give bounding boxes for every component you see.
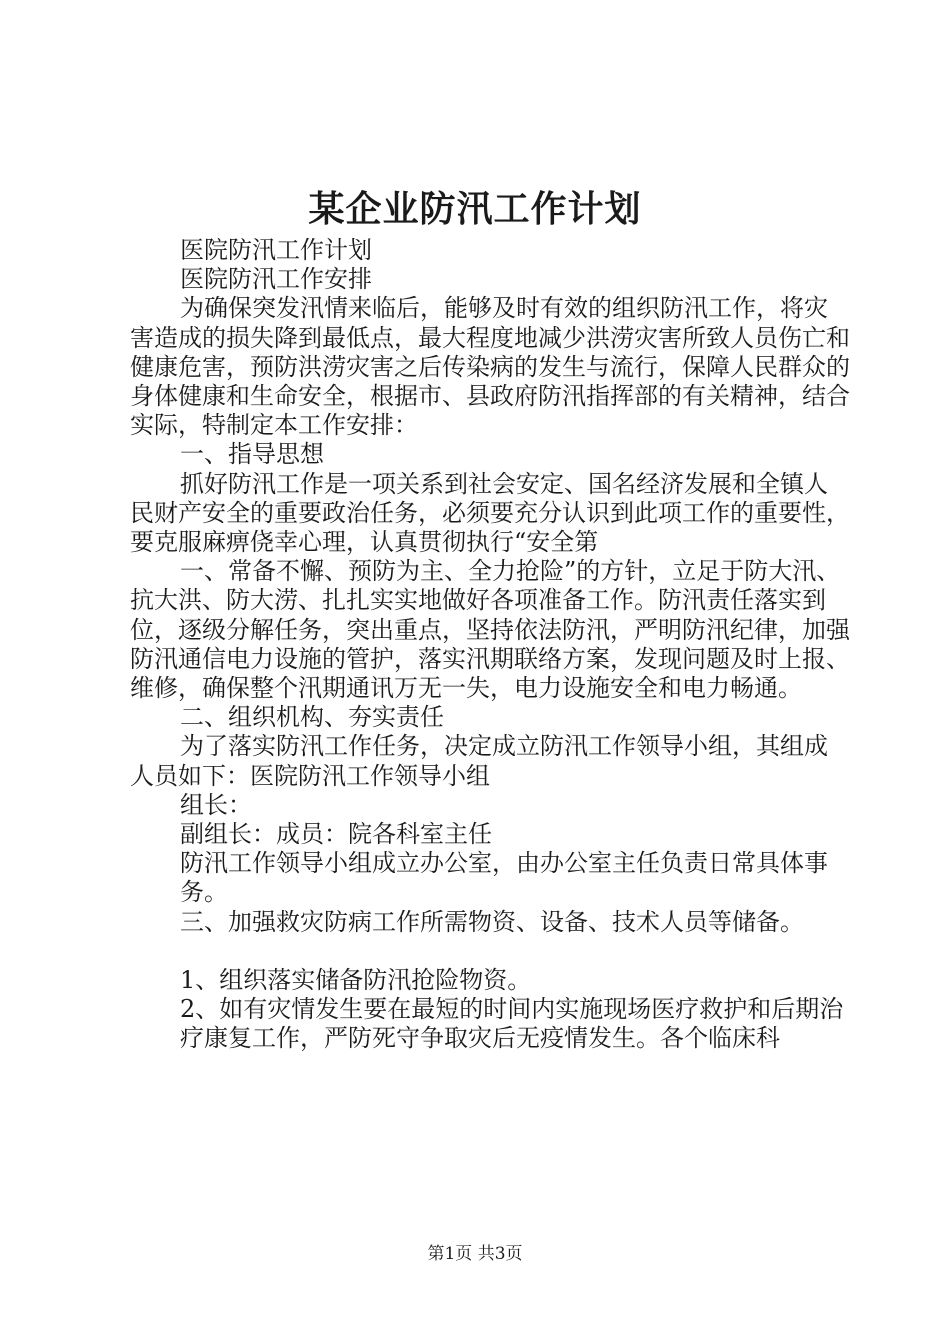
- paragraph-subtitle-plan: 医院防汛工作计划: [180, 236, 372, 264]
- paragraph-item-2-cont: 疗康复工作，严防死守争取灾后无疫情发生。各个临床科: [180, 1024, 780, 1053]
- section-heading-guiding-ideology: 一、指导思想: [180, 440, 324, 469]
- paragraph-deputy-leader: 副组长：成员：院各科室主任: [180, 820, 492, 849]
- paragraph-office: 防汛工作领导小组成立办公室，由办公室主任负责日常具体事: [180, 849, 828, 878]
- paragraph-guiding-policy: 一、常备不懈、预防为主、全力抢险”的方针，立足于防大汛、抗大洪、防大涝、扎扎实实地做好各项准备工作。防汛责任落实到位，逐级分解任务，突出重点，坚持依法防汛，严明防汛纪律，加强防汛通信电力设施的管护，落实汛期联络方案，发现问题及时上报、维修，确保整个汛期通讯万无一失，电力设施安全和电力畅通。: [130, 557, 850, 703]
- paragraph-item-1: 1、组织落实储备防汛抢险物资。: [180, 965, 532, 994]
- paragraph-group-leader: 组长：: [180, 790, 252, 819]
- document-title: 某企业防汛工作计划: [308, 188, 642, 230]
- document-body: [130, 236, 850, 1053]
- paragraph-organization: 为了落实防汛工作任务，决定成立防汛工作领导小组，其组成人员如下：医院防汛工作领导小组: [130, 732, 828, 790]
- paragraph-guiding-ideology: 抓好防汛工作是一项关系到社会安定、国名经济发展和全镇人民财产安全的重要政治任务，必须要充分认识到此项工作的重要性，要克服麻痹侥幸心理，认真贯彻执行“安全第: [130, 469, 850, 557]
- paragraph-subtitle-arrangement: 医院防汛工作安排: [180, 265, 372, 294]
- page-footer: 第1页 共3页: [427, 1244, 523, 1264]
- section-heading-organization: 二、组织机构、夯实责任: [180, 703, 444, 732]
- paragraph-item-2: 2、如有灾情发生要在最短的时间内实施现场医疗救护和后期治: [180, 995, 844, 1024]
- paragraph-office-cont: 务。: [180, 878, 228, 907]
- paragraph-intro: 为确保突发汛情来临后，能够及时有效的组织防汛工作，将灾害造成的损失降到最低点，最大程度地减少洪涝灾害所致人员伤亡和健康危害，预防洪涝灾害之后传染病的发生与流行，保障人民群众的身体健康和生命安全，根据市、县政府防汛指挥部的有关精神，结合实际，特制定本工作安排：: [130, 294, 850, 440]
- blank-line: [130, 937, 850, 966]
- section-heading-reserves: 三、加强救灾防病工作所需物资、设备、技术人员等储备。: [180, 907, 804, 936]
